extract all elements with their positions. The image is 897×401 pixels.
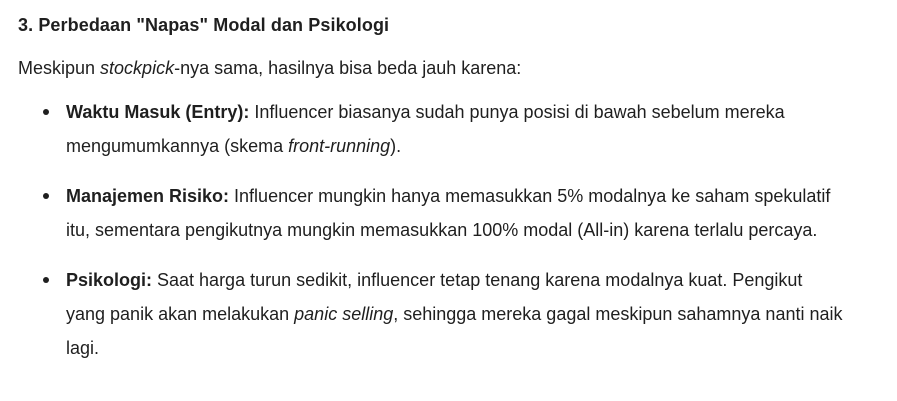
list-item — [66, 179, 846, 247]
list-item-text: Manajemen Risiko: Influencer mungkin hanya memasukkan 5% modalnya ke saham spekulatif itu, sementara pengikutnya mungkin memasukkan 100% modal (All-in) karena terlalu percaya. — [66, 186, 831, 240]
list-item — [66, 95, 846, 163]
bullet-marker-icon — [43, 277, 49, 283]
bullet-marker-icon — [43, 109, 49, 115]
intro-paragraph: Meskipun stockpick-nya sama, hasilnya bisa beda jauh karena: — [18, 58, 522, 78]
section-heading: 3. Perbedaan "Napas" Modal dan Psikologi — [18, 15, 390, 35]
list-item-text: Waktu Masuk (Entry): Influencer biasanya sudah punya posisi di bawah sebelum mereka mengumumkannya (skema front-running). — [66, 102, 785, 156]
bullet-list — [18, 95, 877, 365]
list-item-text: Psikologi: Saat harga turun sedikit, influencer tetap tenang karena modalnya kuat. Pengikut yang panik akan melakukan panic selling, sehingga mereka gagal meskipun sahamnya nanti naik lagi. — [66, 270, 843, 358]
list-item — [66, 263, 846, 365]
bullet-marker-icon — [43, 193, 49, 199]
